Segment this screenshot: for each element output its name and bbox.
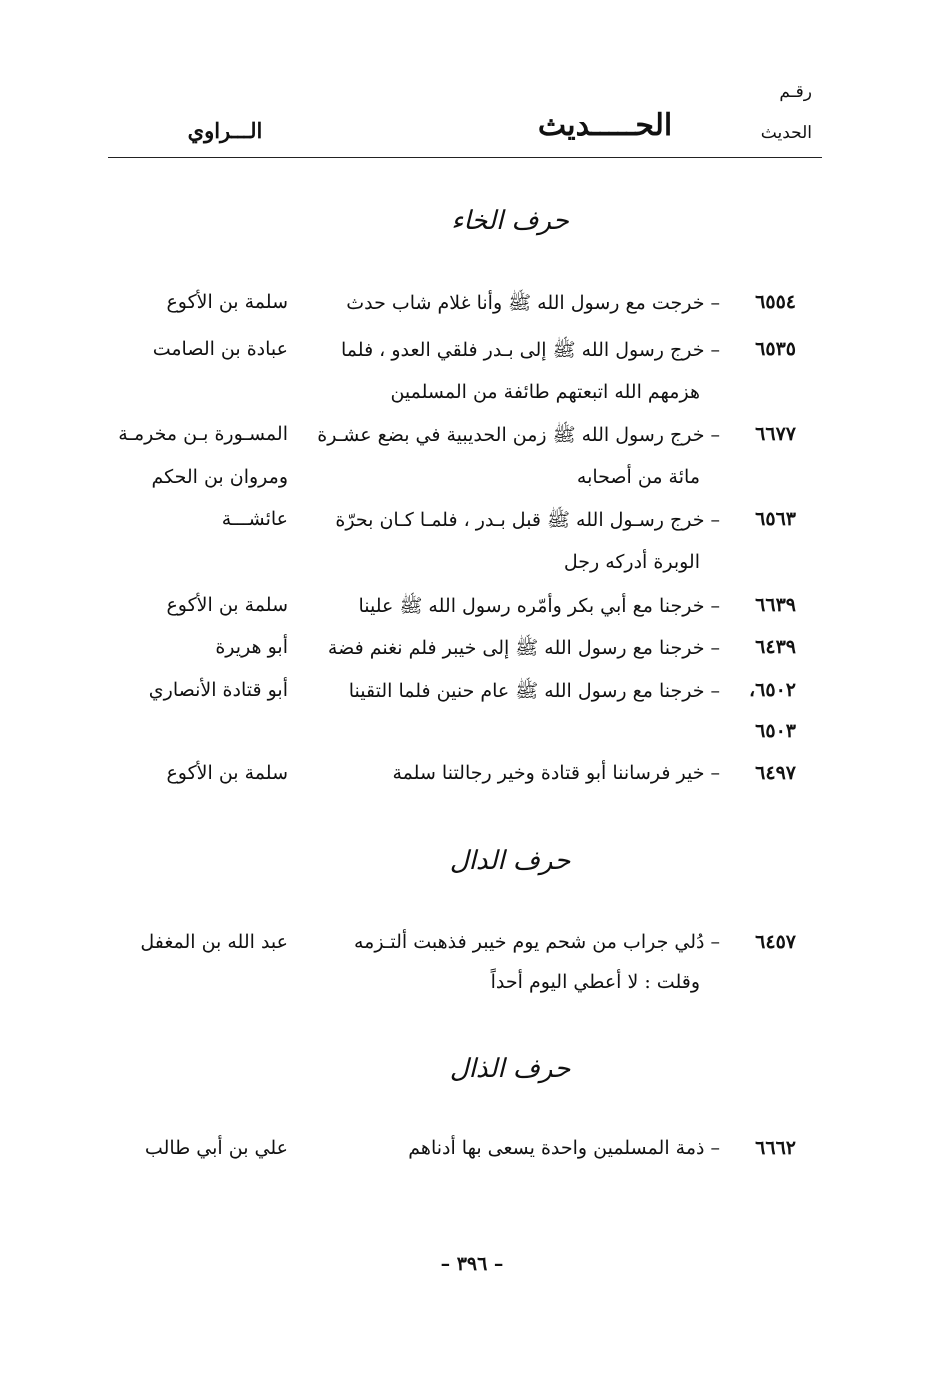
section-title-dhal: حرف الذال (449, 1054, 571, 1084)
hadith-text: – خرجنا مع رسول الله ﷺ إلى خيبر فلم نغنم فضة (327, 637, 720, 659)
hadith-number: ٦٤٩٧ (755, 762, 796, 784)
hadith-number: ٦٥٥٤ (755, 291, 796, 313)
hadith-number: ٦٤٣٩ (755, 636, 796, 658)
narrator: أبو قتادة الأنصاري (148, 679, 288, 701)
hadith-number: ٦٥٣٥ (755, 338, 796, 360)
narrator-continued: ومروان بن الحكم (151, 466, 288, 488)
hadith-text-continued: هزمهم الله اتبعتهم طائفة من المسلمين (390, 381, 700, 403)
header-divider (108, 157, 822, 158)
narrator: أبو هريرة (215, 636, 288, 658)
hadith-text: – خرج رسـول الله ﷺ قبل بـدر ، فلمـا كـان بحرّة (335, 509, 720, 531)
narrator: علي بن أبي طالب (144, 1137, 288, 1159)
column-header-narrator: الـــراوي (187, 118, 263, 143)
hadith-text-continued: مائة من أصحابه (576, 466, 700, 488)
column-header-number-line2: الحديث (760, 123, 812, 143)
narrator: عبادة بن الصامت (152, 338, 288, 360)
narrator: عبد الله بن المغفل (140, 931, 288, 953)
narrator: سلمة بن الأكوع (166, 762, 288, 784)
narrator: سلمة بن الأكوع (166, 291, 288, 313)
hadith-number: ٦٦٣٩ (755, 594, 796, 616)
hadith-text: – دُلي جراب من شحم يوم خيبر فذهبت ألتـزمه (353, 931, 720, 953)
hadith-text-continued: وقلت : لا أعطي اليوم أحداً (490, 971, 700, 993)
section-title-kha: حرف الخاء (451, 206, 569, 236)
hadith-number: ٦٤٥٧ (755, 931, 796, 953)
column-header-hadith: الحـــــديث (537, 108, 673, 143)
hadith-text: – خرج رسول الله ﷺ إلى بـدر فلقي العدو ، فلما (341, 339, 720, 361)
hadith-text: – خرج رسول الله ﷺ زمن الحديبية في بضع عشـرة (317, 424, 720, 446)
section-title-dal: حرف الدال (449, 846, 571, 876)
narrator: المسـورة بـن مخرمـة (118, 423, 288, 445)
hadith-number: ٦٥٦٣ (755, 508, 796, 530)
hadith-text: – ذمة المسلمين واحدة يسعى بها أدناهم (408, 1137, 720, 1159)
hadith-text: – خرجت مع رسول الله ﷺ وأنا غلام شاب حدث (346, 292, 720, 314)
hadith-number: ٦٦٧٧ (755, 423, 796, 445)
narrator: سلمة بن الأكوع (166, 594, 288, 616)
column-header-number-line1: رقـم (779, 82, 812, 102)
narrator: عائشـــة (221, 508, 288, 530)
hadith-text: – خرجنا مع أبي بكر وأمّره رسول الله ﷺ علينا (358, 595, 720, 617)
hadith-number: ٦٦٦٢ (755, 1137, 796, 1159)
hadith-number: ٦٥٠٢، (749, 679, 796, 701)
hadith-text: – خير فرساننا أبو قتادة وخير رجالتنا سلمة (392, 762, 720, 784)
page-number: – ٣٩٦ – (440, 1253, 504, 1275)
hadith-text-continued: الوبرة أدركه رجل (563, 551, 700, 573)
hadith-number-second: ٦٥٠٣ (755, 720, 796, 742)
hadith-text: – خرجنا مع رسول الله ﷺ عام حنين فلما التقينا (348, 680, 720, 702)
